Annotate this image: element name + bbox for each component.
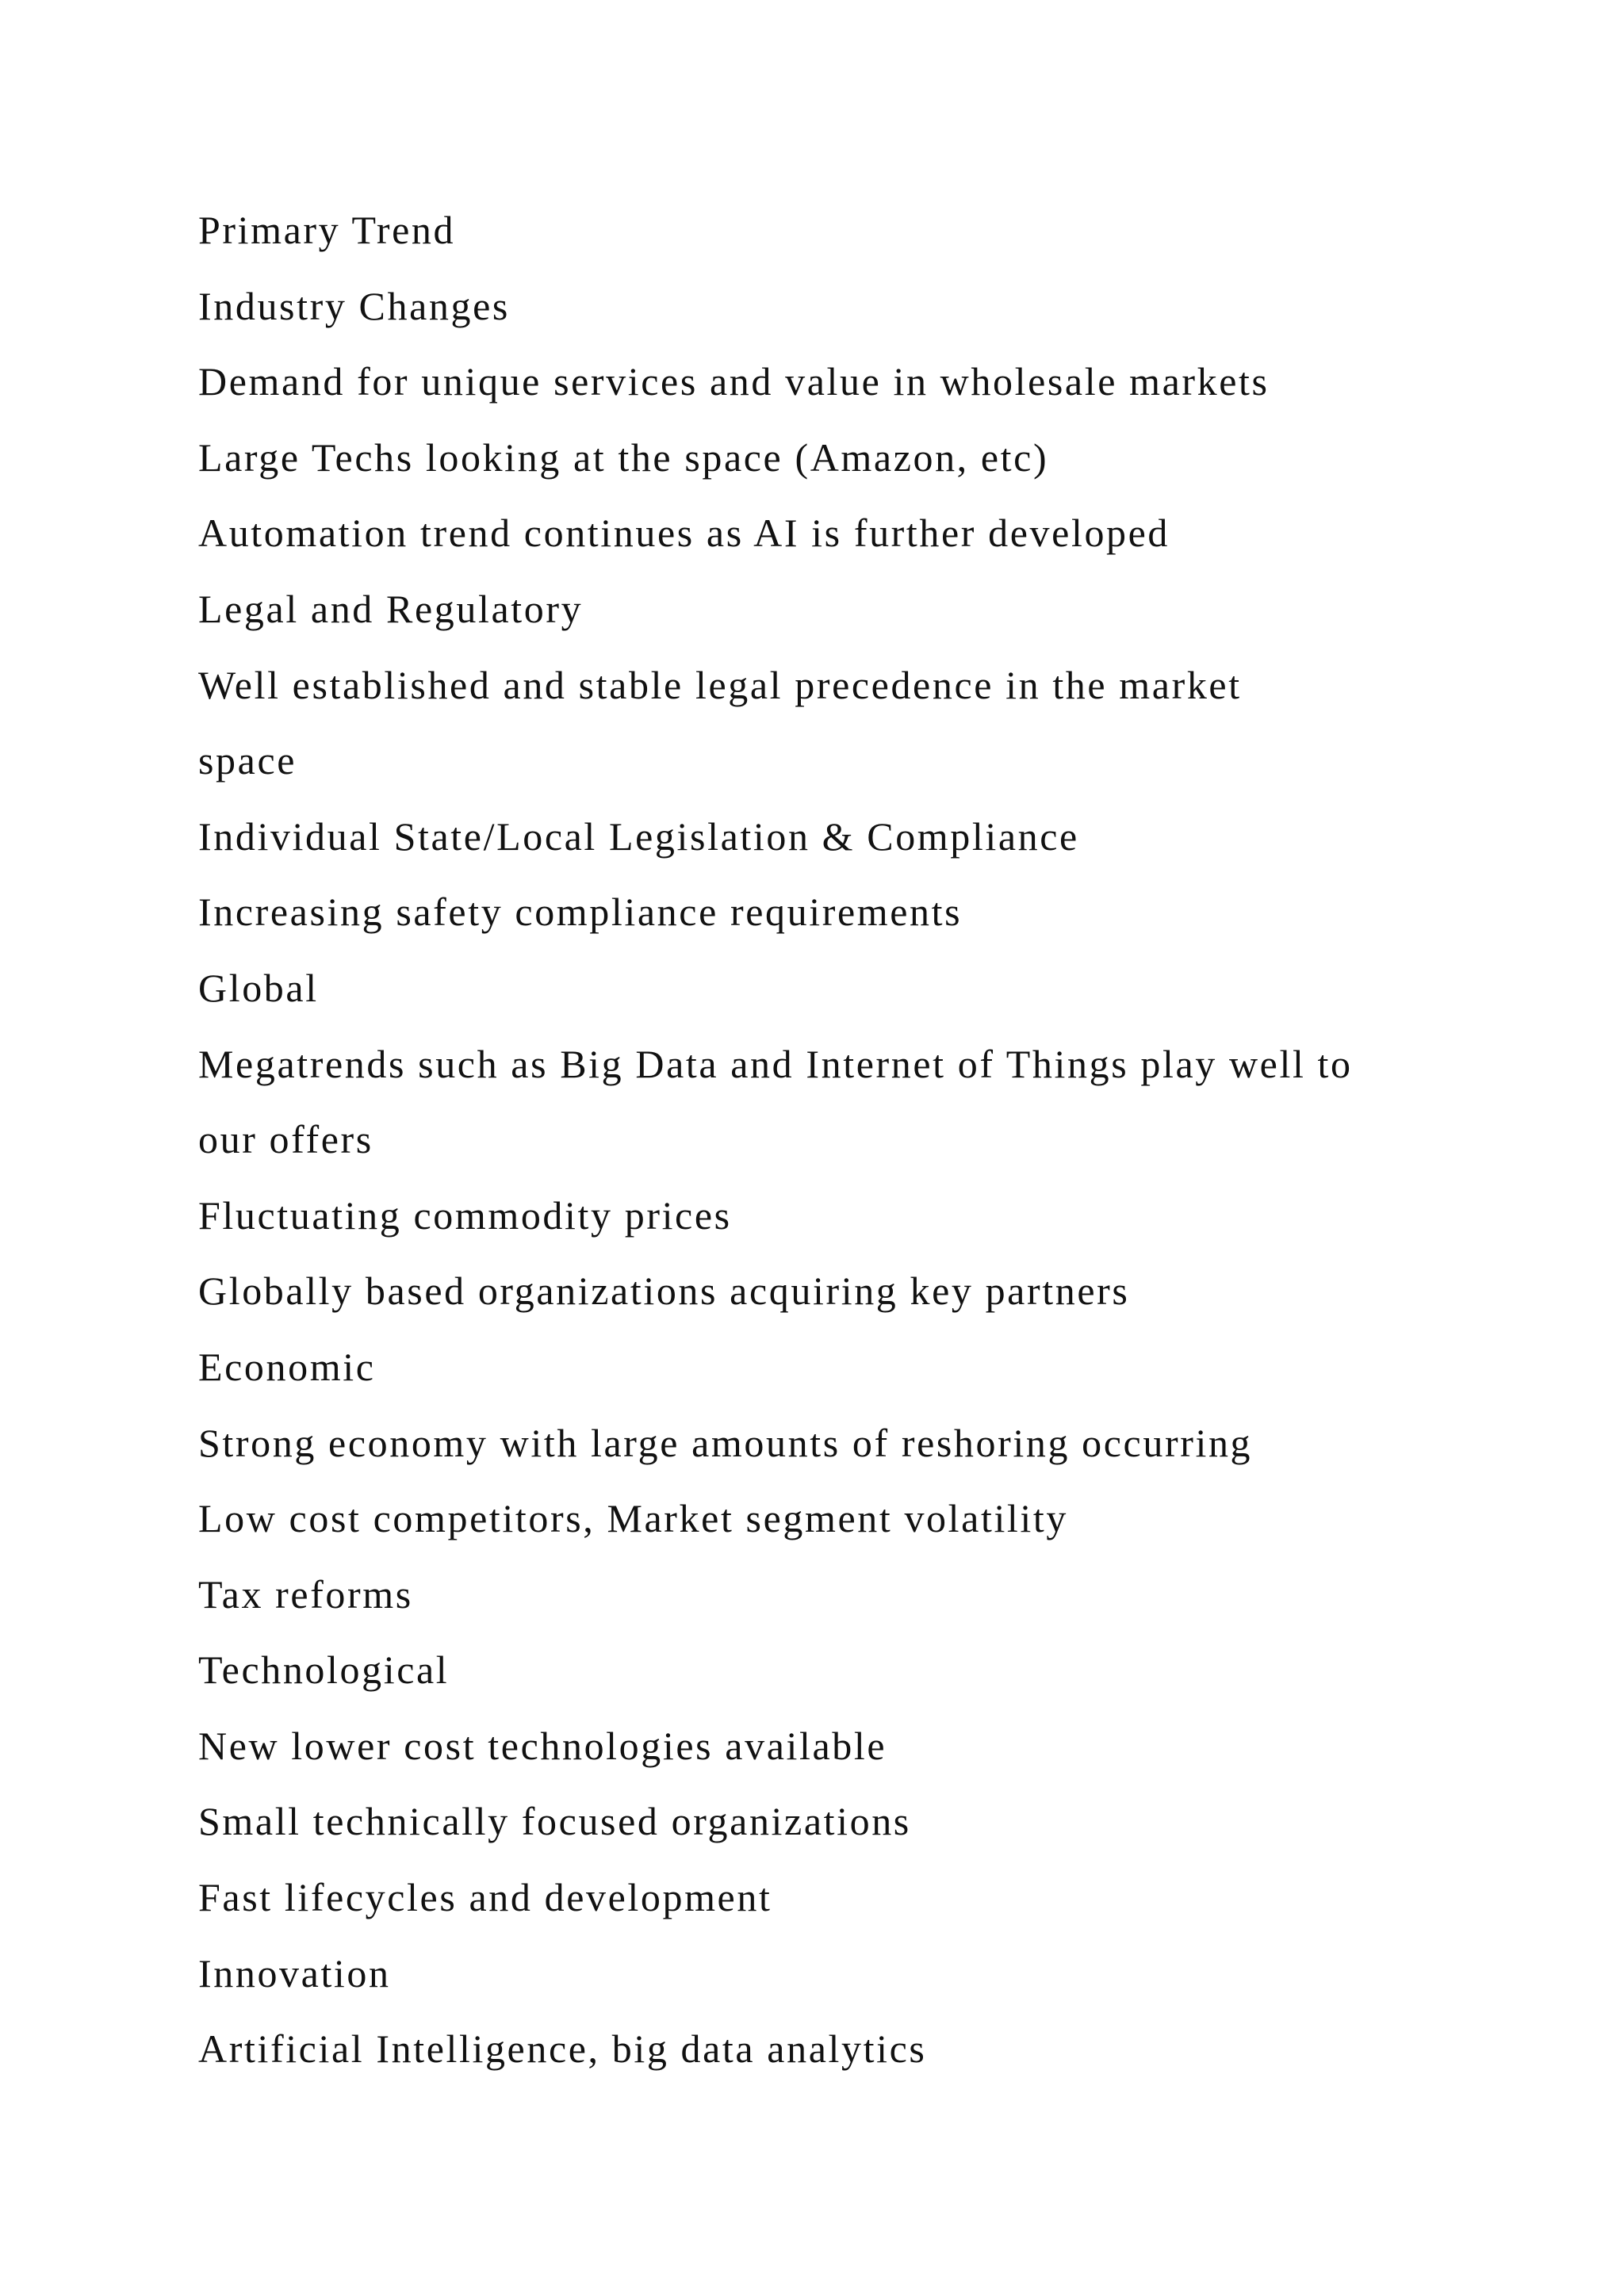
text-line: Artificial Intelligence, big data analytics bbox=[198, 2026, 927, 2072]
text-line: Legal and Regulatory bbox=[198, 586, 584, 631]
text-line: Megatrends such as Big Data and Internet of Things play well to bbox=[198, 1041, 1353, 1086]
text-line: New lower cost technologies available bbox=[198, 1723, 887, 1768]
text-line: Increasing safety compliance requirements bbox=[198, 890, 963, 935]
text-line: Primary Trend bbox=[198, 208, 456, 252]
text-line: Fluctuating commodity prices bbox=[198, 1192, 732, 1238]
text-line: Innovation bbox=[198, 1950, 391, 1996]
text-line: Individual State/Local Legislation & Compliance bbox=[198, 813, 1079, 859]
text-line: Automation trend continues as AI is further developed bbox=[198, 511, 1170, 556]
text-line: Small technically focused organizations bbox=[198, 1799, 911, 1844]
text-line: Strong economy with large amounts of reshoring occurring bbox=[198, 1420, 1253, 1465]
text-line: Industry Changes bbox=[198, 283, 510, 328]
text-line: space bbox=[198, 738, 297, 783]
text-line: Low cost competitors, Market segment volatility bbox=[198, 1496, 1069, 1541]
text-line: Well established and stable legal precedence in the market bbox=[198, 662, 1242, 707]
text-line: Economic bbox=[198, 1344, 376, 1389]
text-line: Global bbox=[198, 965, 319, 1010]
text-line: Globally based organizations acquiring key partners bbox=[198, 1269, 1130, 1314]
text-line: Tax reforms bbox=[198, 1571, 413, 1617]
text-line: our offers bbox=[198, 1117, 373, 1162]
text-line: Demand for unique services and value in wholesale markets bbox=[198, 359, 1270, 404]
text-line: Fast lifecycles and development bbox=[198, 1875, 772, 1920]
document-body bbox=[198, 193, 1546, 2087]
text-line: Large Techs looking at the space (Amazon, etc) bbox=[198, 434, 1049, 480]
text-line: Technological bbox=[198, 1647, 450, 1693]
